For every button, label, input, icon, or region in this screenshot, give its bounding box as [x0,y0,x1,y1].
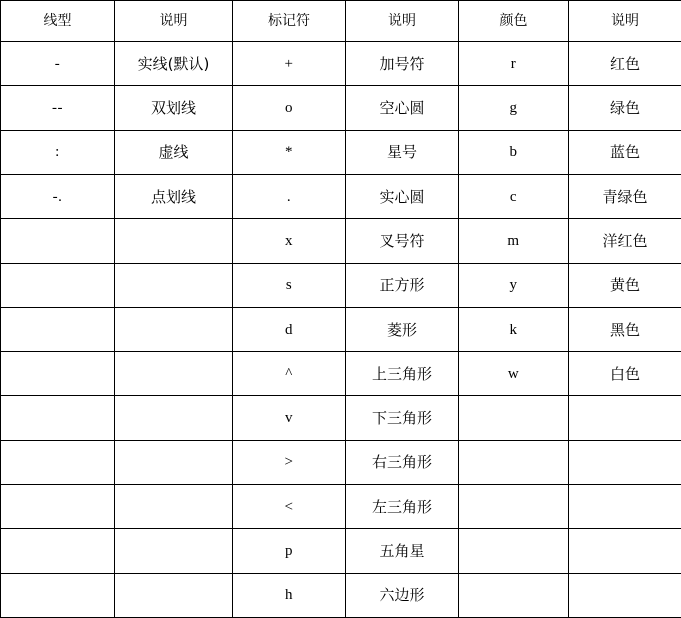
cell-line-style [1,307,115,351]
column-header-line-style: 线型 [1,1,115,42]
cell-marker-desc: 五角星 [346,529,459,573]
cell-color-desc: 蓝色 [569,130,681,174]
cell-line-desc: 点划线 [115,174,233,218]
column-header-line-desc: 说明 [115,1,233,42]
table-row [1,219,681,263]
cell-marker-desc: 正方形 [346,263,459,307]
cell-color: y [459,263,569,307]
cell-line-desc [115,352,233,396]
table-row [1,529,681,573]
cell-line-desc: 实线(默认) [115,42,233,86]
cell-line-style [1,529,115,573]
cell-color-desc [569,573,681,617]
cell-marker-desc: 叉号符 [346,219,459,263]
cell-marker-desc: 加号符 [346,42,459,86]
cell-line-style [1,485,115,529]
cell-line-desc [115,307,233,351]
table-row [1,396,681,440]
cell-line-desc [115,440,233,484]
cell-marker-desc: 左三角形 [346,485,459,529]
column-header-marker-desc: 说明 [346,1,459,42]
cell-color [459,529,569,573]
cell-line-style [1,440,115,484]
cell-line-desc [115,396,233,440]
cell-marker: + [233,42,346,86]
cell-marker-desc: 空心圆 [346,86,459,130]
cell-color [459,396,569,440]
cell-line-desc: 双划线 [115,86,233,130]
cell-marker: x [233,219,346,263]
cell-marker-desc: 菱形 [346,307,459,351]
cell-color-desc: 黄色 [569,263,681,307]
cell-line-style [1,573,115,617]
cell-color [459,573,569,617]
cell-marker: . [233,174,346,218]
column-header-color-desc: 说明 [569,1,681,42]
cell-color: m [459,219,569,263]
cell-marker: * [233,130,346,174]
cell-line-style: : [1,130,115,174]
table-row [1,130,681,174]
table-row [1,42,681,86]
cell-color [459,485,569,529]
cell-color-desc [569,396,681,440]
cell-color: r [459,42,569,86]
column-header-marker: 标记符 [233,1,346,42]
cell-marker-desc: 下三角形 [346,396,459,440]
cell-line-style [1,263,115,307]
table-row [1,485,681,529]
cell-marker: v [233,396,346,440]
cell-line-style [1,219,115,263]
cell-color-desc: 白色 [569,352,681,396]
cell-color: b [459,130,569,174]
cell-line-desc [115,485,233,529]
cell-line-style [1,352,115,396]
cell-marker-desc: 上三角形 [346,352,459,396]
table-row [1,573,681,617]
cell-line-desc [115,529,233,573]
cell-marker: < [233,485,346,529]
cell-color: c [459,174,569,218]
column-header-color: 颜色 [459,1,569,42]
cell-marker: d [233,307,346,351]
cell-marker: > [233,440,346,484]
table-row [1,440,681,484]
cell-marker: h [233,573,346,617]
table-row [1,307,681,351]
cell-color-desc [569,485,681,529]
cell-line-desc [115,263,233,307]
cell-color: w [459,352,569,396]
cell-color-desc: 红色 [569,42,681,86]
cell-color-desc: 洋红色 [569,219,681,263]
cell-line-style: -- [1,86,115,130]
cell-line-style: - [1,42,115,86]
cell-marker-desc: 六边形 [346,573,459,617]
cell-color-desc: 青绿色 [569,174,681,218]
cell-line-style: -. [1,174,115,218]
cell-line-style [1,396,115,440]
table-row [1,174,681,218]
table-row [1,263,681,307]
cell-marker: ^ [233,352,346,396]
cell-color: k [459,307,569,351]
cell-line-desc [115,219,233,263]
cell-line-desc [115,573,233,617]
table-row [1,352,681,396]
cell-marker: o [233,86,346,130]
cell-color-desc [569,440,681,484]
cell-color-desc [569,529,681,573]
cell-color-desc: 绿色 [569,86,681,130]
cell-marker-desc: 星号 [346,130,459,174]
table-header-row [1,1,681,42]
table-row [1,86,681,130]
cell-color-desc: 黑色 [569,307,681,351]
cell-marker: p [233,529,346,573]
cell-marker-desc: 右三角形 [346,440,459,484]
cell-line-desc: 虚线 [115,130,233,174]
cell-marker: s [233,263,346,307]
cell-color [459,440,569,484]
cell-marker-desc: 实心圆 [346,174,459,218]
cell-color: g [459,86,569,130]
